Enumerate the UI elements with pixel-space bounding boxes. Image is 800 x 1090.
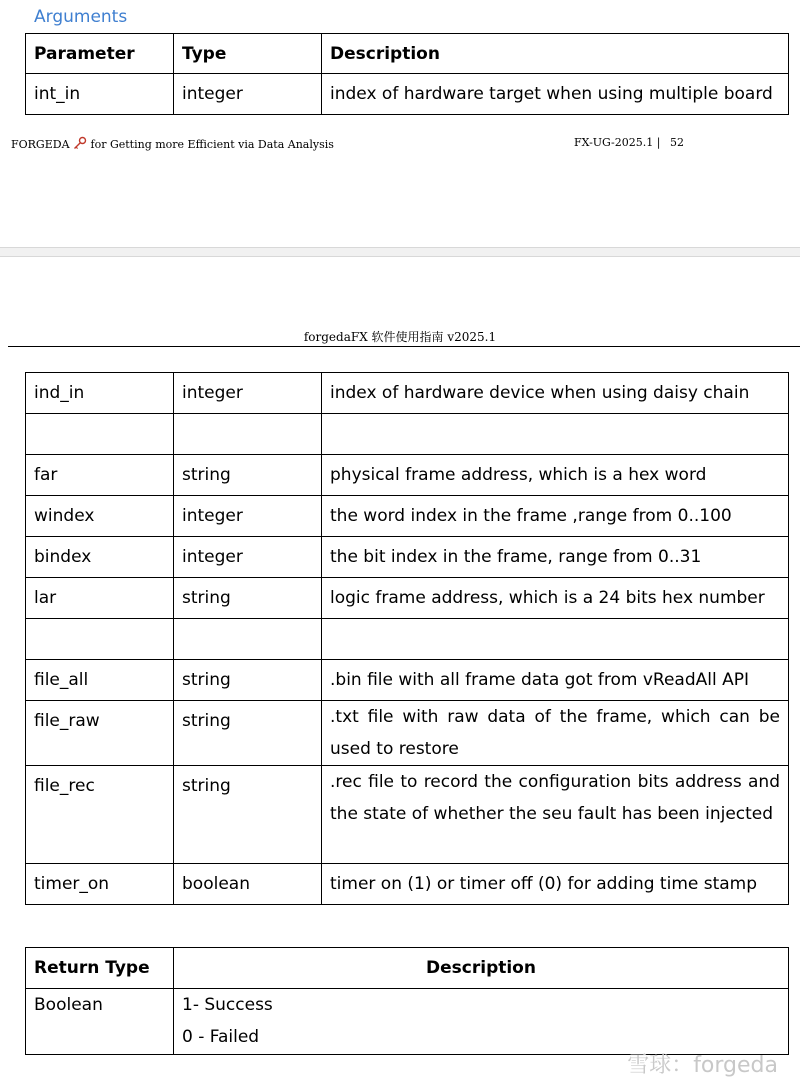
table-row [26,701,789,766]
return-desc-header: Description [174,948,789,989]
param-cell: timer_on [26,864,174,905]
arguments-table-top [25,33,789,115]
table-row [26,660,789,701]
type-cell: integer [174,537,322,578]
table-row [26,455,789,496]
type-cell: string [174,578,322,619]
return-table [25,947,789,1055]
desc-cell: .rec file to record the configuration bits address and the state of whether the seu fault has been injected [322,766,789,864]
return-header-row [26,948,789,989]
return-desc-cell [174,989,789,1055]
type-cell [174,414,322,455]
footer-right [574,136,684,149]
page-number: 52 [669,136,684,149]
table-row [26,578,789,619]
arguments-table-continued [25,372,789,905]
desc-cell: logic frame address, which is a 24 bits hex number [322,578,789,619]
table-row [26,74,789,115]
arguments-body [26,373,789,905]
param-cell: bindex [26,537,174,578]
table-row [26,496,789,537]
type-cell: string [174,766,322,864]
table-row [26,619,789,660]
footer-doc-id: FX-UG-2025.1 [574,136,654,149]
desc-cell: index of hardware device when using daisy chain [322,373,789,414]
type-cell: integer [174,74,322,115]
type-cell: string [174,660,322,701]
param-cell: windex [26,496,174,537]
table-row [26,864,789,905]
table-row [26,414,789,455]
table-row [26,766,789,864]
desc-cell: physical frame address, which is a hex word [322,455,789,496]
footer-tagline: for Getting more Efficient via Data Analysis [90,138,334,151]
desc-cell: .txt file with raw data of the frame, which can be used to restore [322,701,789,766]
return-type-header: Return Type [26,948,174,989]
param-cell: ind_in [26,373,174,414]
footer-brand: FORGEDA [11,138,70,151]
desc-cell: the word index in the frame ,range from 0..100 [322,496,789,537]
type-cell: integer [174,373,322,414]
header-rule [8,346,800,347]
return-type-cell: Boolean [26,989,174,1055]
return-row [26,989,789,1055]
table-row [26,373,789,414]
type-cell: string [174,701,322,766]
header-type: Type [174,34,322,74]
param-cell: file_raw [26,701,174,766]
type-cell: string [174,455,322,496]
page-separator [0,247,800,257]
param-cell: file_rec [26,766,174,864]
type-cell: boolean [174,864,322,905]
header-parameter: Parameter [26,34,174,74]
desc-cell: the bit index in the frame, range from 0..31 [322,537,789,578]
type-cell [174,619,322,660]
desc-cell: index of hardware target when using multiple board [322,74,789,115]
param-cell: file_all [26,660,174,701]
return-failed: 0 - Failed [182,1027,260,1047]
desc-cell [322,414,789,455]
param-cell [26,619,174,660]
key-icon [73,136,87,150]
page-header: forgedaFX 软件使用指南 v2025.1 [303,330,497,344]
desc-cell [322,619,789,660]
param-cell: int_in [26,74,174,115]
table-header-row [26,34,789,74]
type-cell: integer [174,496,322,537]
table-row [26,537,789,578]
desc-cell: timer on (1) or timer off (0) for adding time stamp [322,864,789,905]
watermark: 雪球：forgeda [627,1053,778,1078]
param-cell [26,414,174,455]
section-title: Arguments [34,7,128,27]
desc-cell: .bin file with all frame data got from vReadAll API [322,660,789,701]
param-cell: lar [26,578,174,619]
return-success: 1- Success [182,995,273,1015]
footer-separator: | [656,136,661,149]
footer-left [11,136,334,151]
param-cell: far [26,455,174,496]
header-description: Description [322,34,789,74]
